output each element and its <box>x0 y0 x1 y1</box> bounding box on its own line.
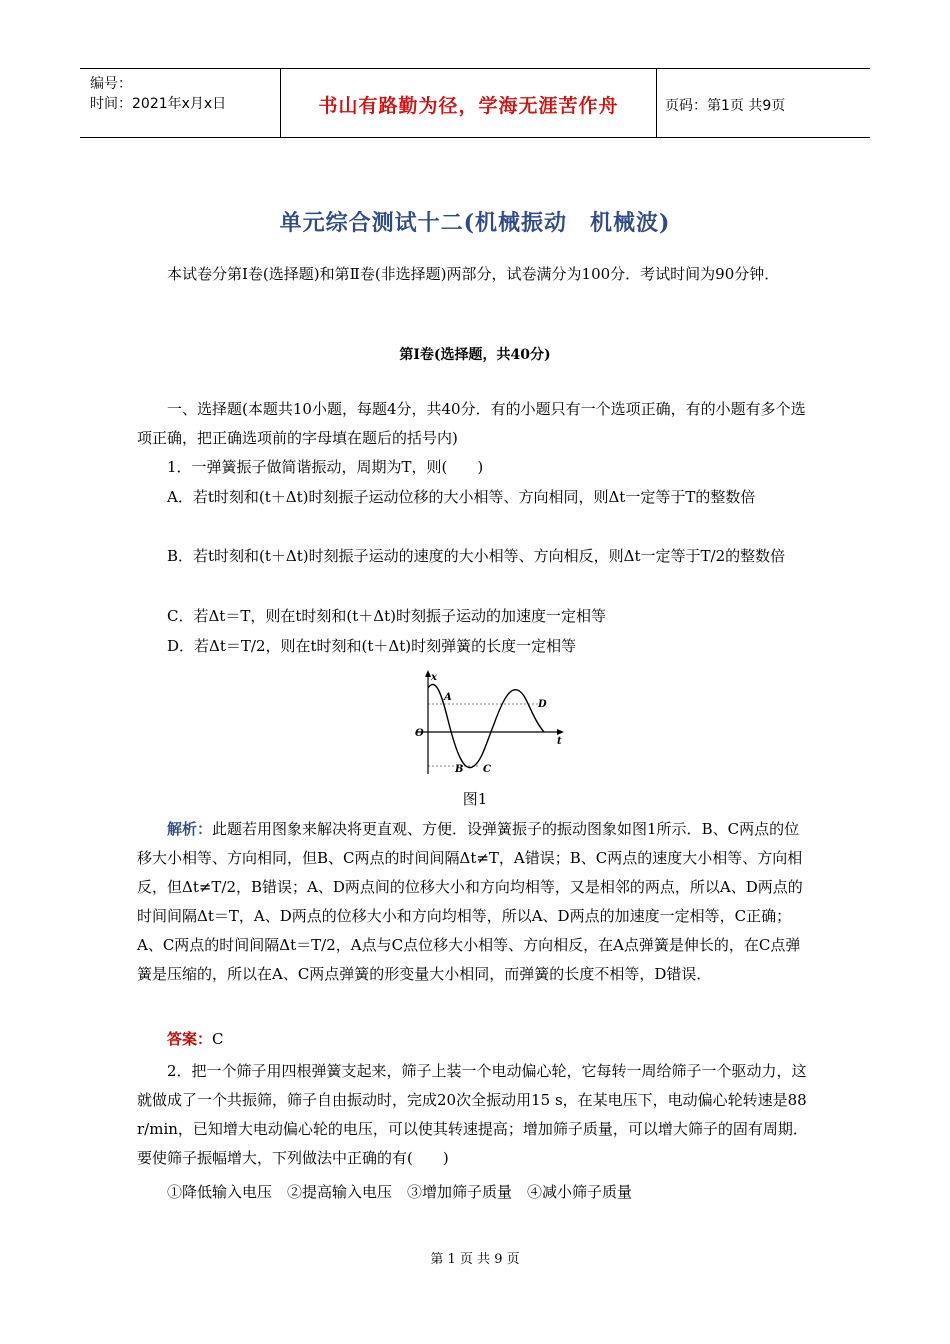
label-d: D <box>538 699 547 710</box>
answer-line <box>167 1025 843 1054</box>
answer-value: C <box>212 1030 224 1048</box>
page-info: 页码：第1页 共9页 <box>665 98 786 114</box>
page-title: 单元综合测试十二(机械振动 机械波) <box>279 210 671 236</box>
label-x: x <box>431 672 437 683</box>
page-footer: 第 1 页 共 9 页 <box>430 1252 520 1267</box>
q2-stem: 2．把一个筛子用四根弹簧支起来，筛子上装一个电动偏心轮，它每转一周给筛子一个驱动力，这就做成了一个共振筛，筛子自由振动时，完成20次全振动用15 s，在某电压下，电动偏心轮转速是88 r/min，已知增大电动偏心轮的电压，可以使其转速提高；增加筛子质量，可以增大筛子的固有周期．要使筛子振幅增大，下列做法中正确的有( ) <box>137 1062 808 1167</box>
instructions: 一、选择题(本题共10小题，每题4分，共40分．有的小题只有一个选项正确，有的小题有多个选项正确，把正确选项前的字母填在题后的括号内) <box>137 400 806 447</box>
header-table <box>80 68 870 138</box>
q1-option-a: A．若t时刻和(t＋Δt)时刻振子运动位移的大小相等、方向相同，则Δt一定等于T的整数倍 <box>167 488 756 506</box>
label-origin: O <box>415 728 424 739</box>
label-b: B <box>455 764 464 775</box>
header-meta-cell <box>80 69 281 137</box>
q1-option-b: B．若t时刻和(t＋Δt)时刻振子运动的速度的大小相等、方向相反，则Δt一定等于T/2的整数倍 <box>167 547 786 565</box>
label-t: t <box>557 736 562 747</box>
section-title: 第Ⅰ卷(选择题，共40分) <box>399 347 551 363</box>
x-axis-arrow <box>557 729 564 735</box>
q2-options: ①降低输入电压 ②提高输入电压 ③增加筛子质量 ④减小筛子质量 <box>167 1183 633 1201</box>
label-c: C <box>483 764 491 775</box>
motto: 书山有路勤为径，学海无涯苦作舟 <box>318 95 619 117</box>
intro-paragraph: 本试卷分第Ⅰ卷(选择题)和第Ⅱ卷(非选择题)两部分，试卷满分为100分．考试时间为90分钟． <box>167 265 780 283</box>
analysis-label: 解析： <box>167 820 213 838</box>
q1-option-d: D．若Δt＝T/2，则在t时刻和(t＋Δt)时刻弹簧的长度一定相等 <box>167 637 577 655</box>
document-date: 时间：2021年x月x日 <box>90 96 227 112</box>
q1-stem: 1．一弹簧振子做简谐振动，周期为T，则( ) <box>167 458 484 476</box>
analysis-text: 此题若用图象来解决将更直观、方便．设弹簧振子的振动图象如图1所示．B、C两点的位移大小相等、方向相同，但B、C两点的时间间隔Δt≠T，A错误；B、C两点的速度大小相等、方向相反，但Δt≠T/2，B错误；A、D两点间的位移大小和方向均相等，又是相邻的两点，所以A、D两点的时间间隔Δt＝T，A、D两点的位移大小和方向均相等，所以A、D两点的加速度一定相等，C正确；A、C两点的时间间隔Δt＝T/2，A点与C点位移大小相等、方向相反，在A点弹簧是伸长的，在C点弹簧是压缩的，所以在A、C两点弹簧的形变量大小相同，而弹簧的长度不相等，D错误． <box>137 820 803 983</box>
analysis-paragraph <box>137 815 813 989</box>
header-motto-cell <box>281 69 657 137</box>
header-page-cell <box>657 69 870 137</box>
oscillation-graph <box>408 668 568 780</box>
answer-label: 答案： <box>167 1030 213 1048</box>
figure-caption: 图1 <box>462 790 488 808</box>
label-a: A <box>444 692 452 703</box>
document-number: 编号： <box>90 76 132 92</box>
q1-option-c: C．若Δt＝T，则在t时刻和(t＋Δt)时刻振子运动的加速度一定相等 <box>167 607 606 625</box>
